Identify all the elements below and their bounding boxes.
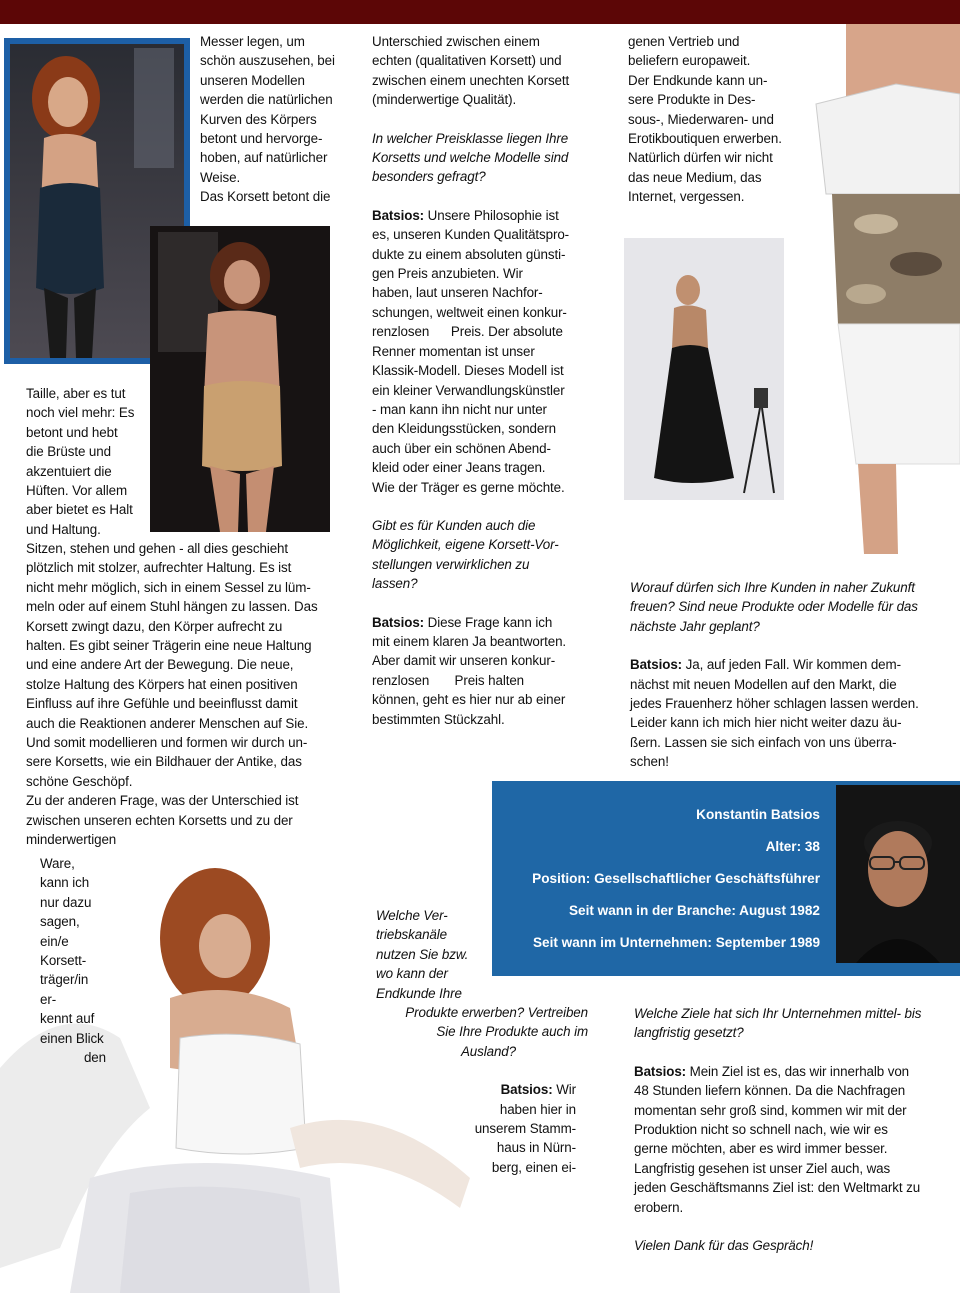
question-line: stellungen verwirklichen zu (372, 556, 530, 572)
profile-box (492, 781, 960, 976)
text-line: Taille, aber es tut (26, 386, 126, 401)
text-line: Natürlich dürfen wir nicht (628, 150, 773, 166)
speaker-label: Batsios: (630, 657, 683, 673)
text-line: einen Blick (40, 1030, 104, 1046)
text-line: renzlosen Preis halten (372, 672, 525, 688)
text-line: schen! (630, 754, 669, 770)
text-line: haben, laut unseren Nachfor- (372, 285, 543, 301)
col-right-top (628, 32, 782, 207)
text-line: unseren Modellen (200, 72, 305, 88)
text-line: nächst mit neuen Modellen auf den Markt, die (630, 676, 897, 692)
text-line: (minderwertige Qualität). (372, 92, 517, 108)
text-line: Erotikboutiquen erwerben. (628, 131, 782, 147)
text-line: Korsett zwingt dazu, den Körper aufrecht zu (26, 618, 283, 634)
question-line: triebskanäle (376, 927, 448, 943)
question-line: besonders gefragt? (372, 169, 486, 185)
text-line: echten (qualitativen Korsett) und (372, 53, 562, 69)
text-line: kleid oder einer Jeans tragen. (372, 460, 546, 476)
text-line: Kurven des Körpers (200, 111, 317, 127)
text-line: Das Korsett betont die (200, 189, 331, 205)
text-line: Wie der Träger es gerne möchte. (372, 479, 565, 495)
text-line: Weise. (200, 169, 241, 185)
text-line: Leider kann ich mich hier nicht weiter dazu äu- (630, 715, 902, 731)
text-line: Messer legen, um (200, 34, 305, 49)
text-line: gerne möchten, aber es wird immer besser. (634, 1141, 888, 1157)
text-line: den (83, 1050, 106, 1066)
text-line: dukte zu einem absoluten günsti- (372, 246, 566, 262)
question-line: Gibt es für Kunden auch die (372, 517, 536, 533)
question-line: wo kann der (376, 966, 448, 982)
text-line: zwischen einem unechten Korsett (372, 72, 570, 88)
text-line: Der Endkunde kann un- (628, 72, 768, 88)
col-left-narrow (26, 384, 134, 539)
text-line: genen Vertrieb und (628, 34, 740, 49)
text-line: Und somit modellieren und formen wir durch un- (26, 735, 308, 751)
text-line: ßern. Lassen sie sich einfach von uns überra- (630, 734, 897, 750)
text-line: plötzlich mit stolzer, aufrechter Haltung. Es ist (26, 560, 292, 576)
text-line: und eine andere Art der Bewegung. Die neue, (26, 657, 294, 673)
text-line: stolze Haltung des Körpers hat einen positiven (26, 676, 298, 692)
text-line: berg, einen ei- (491, 1159, 576, 1175)
speaker-label: Batsios: (372, 614, 425, 630)
text-line: nur dazu (40, 894, 92, 910)
text-line: den Kleidungsstücken, sondern (372, 421, 556, 437)
text-line: die Brüste und (26, 444, 111, 460)
answer-line: Batsios: Unsere Philosophie ist (372, 207, 559, 223)
speaker-label: Batsios: (372, 207, 425, 223)
text-line: Renner momentan ist unser (372, 343, 535, 359)
question-line: Sie Ihre Produkte auch im (436, 1024, 588, 1040)
text-line: betont und hebt (26, 424, 118, 440)
portrait-photo (836, 785, 960, 963)
text-line: können, geht es hier nur ab einer (372, 692, 566, 708)
text-line: minderwertigen (26, 832, 117, 848)
text-line: es, unseren Kunden Qualitätspro- (372, 227, 570, 243)
text-line: auch die Reaktionen anderer Menschen auf Sie. (26, 715, 309, 731)
text-line: mit einem klaren Ja beantworten. (372, 633, 567, 649)
photo-model-camouflage-corset (786, 24, 960, 554)
col-left-tail (40, 854, 106, 1067)
text-line: Zu der anderen Frage, was der Unterschied ist (26, 793, 299, 809)
text-line: sere Korsetts, wie ein Bildhauer der Antike, das (26, 754, 302, 770)
text-line: momentan sehr groß sind, kommen wir mit der (634, 1102, 907, 1118)
text-line: Ware, kann ich (40, 856, 90, 891)
col-right-bottom (634, 1004, 954, 1255)
closing-thanks: Vielen Dank für das Gespräch! (634, 1238, 814, 1254)
text-line: Produktion nicht so schnell nach, wie wir es (634, 1122, 888, 1138)
col-mid (372, 32, 607, 729)
answer-line: Batsios: Diese Frage kann ich (372, 614, 553, 630)
question-line: nächste Jahr geplant? (630, 618, 760, 634)
text-line: unserem Stamm- (474, 1121, 576, 1137)
text-line: Korsett- (40, 953, 87, 969)
profile-name: Konstantin Batsios (696, 807, 820, 822)
text-line: beliefern europaweit. (628, 53, 751, 69)
profile-position: Position: Gesellschaftlicher Geschäftsführer (532, 871, 820, 886)
text-line: renzlosen Preis. Der absolute (372, 324, 563, 340)
text-line: bestimmten Stückzahl. (372, 711, 505, 727)
text-line: 48 Stunden liefern können. Da die Nachfragen (634, 1083, 906, 1099)
question-line: Welche Ziele hat sich Ihr Unternehmen mittel- bis (634, 1006, 922, 1021)
text-line: Einfluss auf ihre Gefühle und beeinflusst damit (26, 696, 298, 712)
text-line: - man kann ihn nicht nur unter (372, 401, 547, 417)
text-line: auch über ein schönen Abend- (372, 440, 551, 456)
question-line: In welcher Preisklasse liegen Ihre (372, 130, 569, 146)
text-line: hoben, auf natürlicher (200, 150, 328, 166)
text-line: Unterschied zwischen einem (372, 34, 540, 49)
magazine-page (0, 24, 960, 1293)
text-line: haben hier in (499, 1101, 576, 1117)
col-left-wide (26, 539, 318, 850)
question-line: Worauf dürfen sich Ihre Kunden in naher Zukunft (630, 580, 915, 595)
text-line: erobern. (634, 1199, 684, 1215)
text-line: meln oder auf einem Stuhl hängen zu lassen. Das (26, 599, 318, 615)
text-line: Aber damit wir unseren konkur- (372, 653, 556, 669)
text-line: Hüften. Vor allem (26, 483, 128, 499)
text-line: das neue Medium, das (628, 169, 762, 185)
profile-since-branch: Seit wann in der Branche: August 1982 (568, 903, 820, 918)
question-line: Ausland? (460, 1043, 516, 1059)
text-line: Langfristig gesehen ist unser Ziel auch, was (634, 1160, 891, 1176)
question-line: Welche Ver- (376, 908, 448, 923)
text-line: werden die natürlichen (200, 92, 333, 108)
question-line: freuen? Sind neue Produkte oder Modelle für das (630, 599, 918, 615)
question-line: lassen? (372, 576, 418, 592)
text-line: sere Produkte in Des- (628, 92, 756, 108)
text-line: schön auszusehen, bei (200, 53, 335, 69)
text-line: Internet, vergessen. (628, 189, 745, 205)
profile-age: Alter: 38 (765, 839, 820, 854)
text-line: Klassik-Modell. Dieses Modell ist (372, 363, 564, 379)
text-line: und Haltung. (26, 521, 101, 537)
col-right-mid (630, 578, 950, 772)
text-line: ein kleiner Verwandlungskünstler (372, 382, 565, 398)
question-line: langfristig gesetzt? (634, 1025, 744, 1041)
question-line: nutzen Sie bzw. (376, 946, 469, 962)
text-line: betont und hervorge- (200, 131, 323, 147)
text-line: sous-, Miederwaren- und (628, 111, 774, 127)
text-line: haus in Nürn- (496, 1140, 576, 1156)
question-line: Korsetts und welche Modelle sind (372, 150, 569, 166)
photo-model-beige-corset (150, 226, 330, 532)
text-line: gen Preis anzubieten. Wir (372, 266, 523, 282)
photo-dancer-black-dress (624, 238, 784, 500)
question-line: Möglichkeit, eigene Korsett-Vor- (372, 537, 559, 553)
text-line: kennt auf (40, 1011, 95, 1027)
text-line: sagen, ein/e (40, 914, 80, 949)
text-line: schungen, weltweit einen konkur- (372, 304, 567, 320)
question-line: Produkte erwerben? Vertreiben (405, 1005, 588, 1021)
text-line: zwischen unseren echten Korsetts und zu der (26, 812, 293, 828)
answer-line: Batsios: Mein Ziel ist es, das wir innerhalb von (634, 1063, 910, 1079)
text-line: jedes Frauenherz höher schlagen lassen werden. (630, 696, 919, 712)
text-line: halten. Es gibt seiner Trägerin eine neue Haltung (26, 638, 312, 654)
text-line: akzentuiert die (26, 463, 112, 479)
answer-line: Batsios: Ja, auf jeden Fall. Wir kommen dem- (630, 657, 901, 673)
text-line: nicht mehr möglich, sich in einem Sessel zu lüm- (26, 579, 311, 595)
profile-since-company: Seit wann im Unternehmen: September 1989 (532, 935, 820, 950)
speaker-label: Batsios: (500, 1082, 553, 1098)
text-line: jeden Geschäftsmanns Ziel ist: den Weltmarkt zu (634, 1180, 921, 1196)
text-line: schöne Geschöpf. (26, 773, 133, 789)
col-left-top (200, 32, 335, 207)
text-line: Sitzen, stehen und gehen - all dies geschieht (26, 541, 289, 556)
text-line: aber bietet es Halt (26, 502, 133, 518)
answer-line: Batsios: Wir (500, 1082, 576, 1098)
question-line: Endkunde Ihre (376, 985, 462, 1001)
text-line: träger/in er- (40, 972, 89, 1007)
text-line: noch viel mehr: Es (26, 405, 135, 421)
speaker-label: Batsios: (634, 1063, 687, 1079)
